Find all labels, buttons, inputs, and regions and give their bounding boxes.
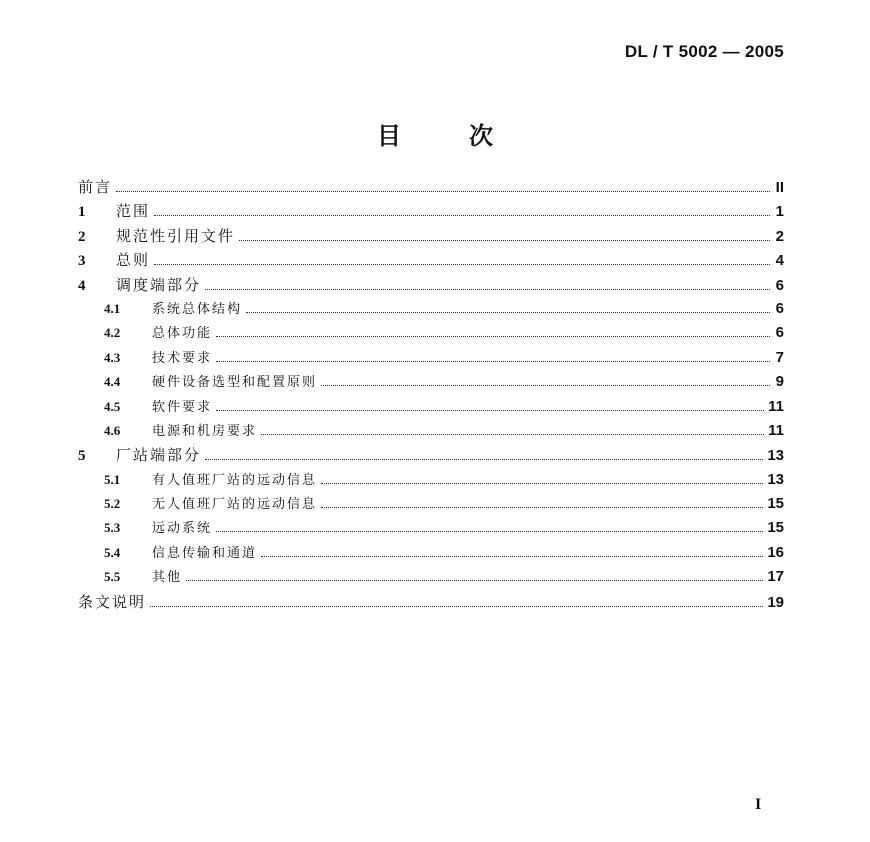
toc-entry-page: 17 [767, 568, 784, 586]
toc-entry-label: 范围 [116, 202, 151, 221]
toc-entry-number: 4.2 [104, 325, 121, 341]
toc-leader-dots [150, 606, 763, 607]
toc-entry-number: 1 [78, 204, 86, 221]
toc-entry[interactable] [78, 469, 784, 493]
toc-entry[interactable] [78, 176, 784, 200]
toc-entry-page: 13 [767, 470, 784, 488]
toc-leader-dots [321, 385, 770, 386]
toc-entry[interactable] [78, 225, 784, 249]
toc-entry-page: 2 [775, 227, 784, 245]
toc-entry-number: 5.3 [104, 520, 121, 536]
toc-entry-page: 16 [767, 543, 784, 561]
document-code: DL / T 5002 — 2005 [624, 42, 784, 61]
toc-entry[interactable] [78, 200, 784, 224]
title-char-2: 次 [469, 122, 493, 150]
toc-leader-dots [216, 336, 770, 337]
toc-entry-label: 硬件设备选型和配置原则 [152, 375, 318, 391]
toc-entry[interactable] [78, 420, 784, 444]
toc-entry-page: 15 [767, 495, 784, 513]
toc-entry-page: 1 [775, 203, 784, 221]
toc-entry-label: 前言 [78, 178, 113, 196]
toc-leader-dots [205, 289, 770, 290]
toc-entry-page: 13 [767, 447, 784, 465]
toc-leader-dots [239, 240, 770, 241]
toc-leader-dots [261, 434, 764, 435]
toc-entry-page: II [775, 179, 784, 196]
toc-entry[interactable] [78, 517, 784, 541]
page-number: I [755, 796, 762, 813]
toc-entry[interactable] [78, 274, 784, 298]
toc-entry-label: 软件要求 [152, 399, 213, 415]
toc-entry-number: 5.2 [104, 496, 121, 512]
toc-entry-label: 远动系统 [152, 521, 213, 537]
toc-entry-number: 4.4 [104, 374, 121, 390]
toc-entry-number: 5 [78, 448, 86, 465]
toc-entry-number: 4.3 [104, 349, 121, 365]
toc-entry-page: 19 [767, 593, 784, 611]
toc-entry-label: 信息传输和通道 [152, 545, 258, 561]
toc-entry-label: 电源和机房要求 [152, 423, 258, 439]
toc-entry-label: 规范性引用文件 [116, 226, 236, 245]
toc-entry-label: 调度端部分 [116, 275, 202, 294]
toc-entry-number: 4.1 [104, 300, 121, 316]
toc-entry-label: 条文说明 [78, 592, 147, 611]
toc-leader-dots [216, 410, 764, 411]
toc-leader-dots [321, 483, 763, 484]
toc-entry-number: 4 [78, 277, 86, 294]
toc-entry-page: 4 [775, 252, 784, 270]
toc-entry[interactable] [78, 396, 784, 420]
toc-leader-dots [246, 312, 770, 313]
toc-leader-dots [154, 264, 770, 265]
title-char-1: 目 [377, 122, 401, 150]
toc-leader-dots [205, 459, 763, 460]
toc-entry[interactable] [78, 371, 784, 395]
page-title [0, 116, 870, 151]
toc-entry-label: 无人值班厂站的远动信息 [152, 497, 318, 513]
toc-entry-page: 11 [768, 421, 784, 439]
toc-entry-number: 5.4 [104, 544, 121, 560]
toc-entry-page: 6 [775, 276, 784, 294]
toc-entry[interactable] [78, 249, 784, 273]
toc-entry-page: 6 [775, 299, 784, 317]
toc-entry-number: 3 [78, 253, 86, 270]
toc-entry-page: 9 [775, 373, 784, 391]
toc-entry[interactable] [78, 298, 784, 322]
toc-entry[interactable] [78, 347, 784, 371]
toc-entry[interactable] [78, 444, 784, 468]
toc-entry-label: 总则 [116, 251, 151, 270]
toc-entry[interactable] [78, 591, 784, 615]
toc-entry-number: 5.1 [104, 471, 121, 487]
toc-entry-page: 7 [775, 348, 784, 366]
toc-leader-dots [216, 531, 763, 532]
toc-entry[interactable] [78, 566, 784, 590]
toc-leader-dots [261, 556, 763, 557]
toc-entry-number: 5.5 [104, 569, 121, 585]
toc-entry-number: 4.5 [104, 398, 121, 414]
toc-entry-label: 厂站端部分 [116, 446, 202, 465]
toc-entry-label: 技术要求 [152, 350, 213, 366]
toc-entry-number: 4.6 [104, 422, 121, 438]
toc-entry-label: 系统总体结构 [152, 301, 243, 317]
toc-entry-label: 总体功能 [152, 326, 213, 342]
toc-entry-page: 6 [775, 324, 784, 342]
toc-leader-dots [116, 191, 770, 192]
toc-leader-dots [321, 507, 763, 508]
toc-entry-page: 15 [767, 519, 784, 537]
toc-entry-label: 其他 [152, 570, 183, 586]
toc-entry[interactable] [78, 493, 784, 517]
toc-entry[interactable] [78, 542, 784, 566]
toc-leader-dots [216, 361, 770, 362]
toc-entry-page: 11 [768, 397, 784, 415]
toc-entry[interactable] [78, 322, 784, 346]
toc-leader-dots [154, 215, 770, 216]
table-of-contents [78, 176, 784, 615]
toc-leader-dots [186, 580, 763, 581]
toc-entry-number: 2 [78, 228, 86, 245]
toc-entry-label: 有人值班厂站的远动信息 [152, 472, 318, 488]
